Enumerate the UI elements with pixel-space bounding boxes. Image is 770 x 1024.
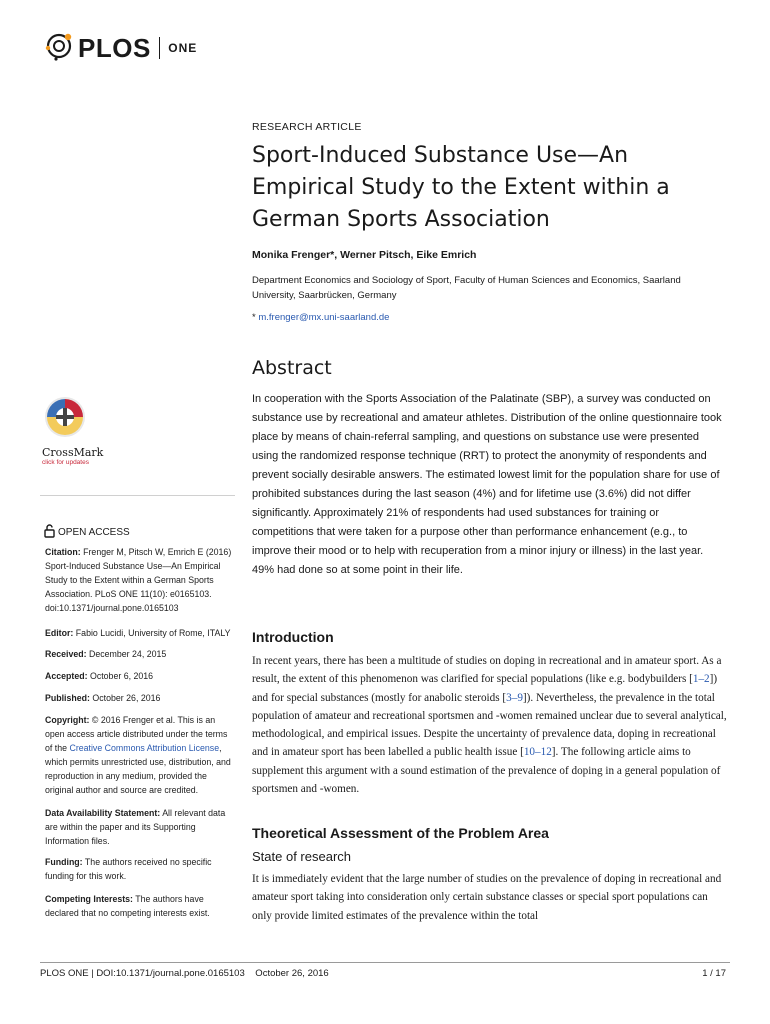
corresponding-email: [252, 312, 389, 323]
received-label: Received:: [45, 649, 87, 659]
published-date: October 26, 2016: [92, 693, 161, 703]
copyright-label: Copyright:: [45, 715, 90, 725]
editor-label: Editor:: [45, 628, 74, 638]
open-lock-icon: [44, 524, 55, 541]
citation-label: Citation:: [45, 547, 81, 557]
citation-text: Frenger M, Pitsch W, Emrich E (2016) Sport-Induced Substance Use—An Empirical Study to the Extent within a German Sports Association. PLoS ONE 11(10): e0165103. doi:10.1371/journal.pone.0165103: [45, 547, 232, 613]
affiliation: Department Economics and Sociology of Sport, Faculty of Human Sciences and Economics, Saarland University, Saarbrücken, Germany: [252, 275, 681, 301]
competing-interests-text: The authors have declared that no competing interests exist.: [45, 894, 210, 918]
plos-wordmark: PLOS: [78, 32, 151, 63]
editor-block: [45, 626, 235, 640]
published-block: [45, 691, 235, 705]
ref-link[interactable]: 1–2: [692, 673, 710, 686]
intro-part-1: In recent years, there has been a multitude of studies on doping in recreational and in amateur sport. As a result, the extent of this phenomenon was clarified for special populations (like e.g. bodybuilders [: [252, 655, 722, 686]
open-access-label: OPEN ACCESS: [58, 527, 130, 538]
crossmark-label: CrossMark: [42, 446, 104, 459]
ref-link[interactable]: 3–9: [506, 691, 523, 704]
accepted-date: October 6, 2016: [89, 671, 154, 681]
sidebar-divider: [40, 495, 235, 496]
plos-logo-icon: [44, 31, 74, 66]
page-number: 1 / 17: [702, 968, 726, 979]
citation-block: [45, 545, 235, 615]
funding-block: [45, 855, 235, 883]
theory-heading: Theoretical Assessment of the Problem Area: [252, 825, 549, 841]
ref-link[interactable]: 10–12: [523, 746, 552, 759]
intro-part-2: ]) and for special substances (mostly for anabolic steroids [: [252, 673, 718, 704]
logo-separator: [159, 37, 161, 59]
received-block: [45, 647, 235, 661]
introduction-heading: Introduction: [252, 629, 334, 645]
article-type-label: RESEARCH ARTICLE: [252, 121, 362, 133]
email-link[interactable]: m.frenger@mx.uni-saarland.de: [258, 312, 390, 323]
funding-label: Funding:: [45, 857, 83, 867]
data-availability-block: [45, 806, 235, 848]
crossmark-icon: [42, 426, 88, 443]
journal-name: ONE: [168, 41, 198, 55]
crossmark-badge[interactable]: [42, 395, 104, 466]
cc-license-link[interactable]: Creative Commons Attribution License: [69, 743, 220, 753]
abstract-text: In cooperation with the Sports Association of the Palatinate (SBP), a survey was conducted on substance use by recreational and amateur athletes. Distribution of the online questionnaire took place by means of chain-referral sampling, and questions on substance use were presented using the randomized response technique (RRT) to protect the anonymity of respondents and prevent socially desirable answers. The estimated lowest limit for the population share for use of prohibited substances during the last season (4%) and for lifetime use (3.6%) did not differ significantly. Approximately 21% of respondents had used substances for training or competitions that were taken for a purpose other than performance enhancement (e.g., to improve their mood or to help with recuperation from a minor injury or illness) in the last year. 49% had done so at some point in their life.: [252, 393, 722, 576]
data-availability-text: All relevant data are within the paper and its Supporting Information files.: [45, 808, 226, 846]
copyright-text-b: , which permits unrestricted use, distribution, and reproduction in any medium, provided the original author and source are credited.: [45, 743, 231, 795]
published-label: Published:: [45, 693, 90, 703]
received-date: December 24, 2015: [89, 649, 167, 659]
introduction-text: [252, 652, 727, 798]
crossmark-sublabel: click for updates: [42, 459, 89, 466]
copyright-text-a: © 2016 Frenger et al. This is an open access article distributed under the terms of the: [45, 715, 228, 753]
email-prefix: *: [252, 312, 259, 323]
footer-rule: [40, 962, 730, 963]
open-access-badge: [44, 524, 130, 541]
data-availability-label: Data Availability Statement:: [45, 808, 161, 818]
intro-part-4: ]. The following article aims to supplement this argument with a sound estimation of the prevalence of doping in a general population of sportsmen and -women.: [252, 746, 721, 796]
accepted-label: Accepted:: [45, 671, 88, 681]
state-of-research-text: It is immediately evident that the large number of studies on the prevalence of doping in recreational and amateur sport taking into consideration only certain substance classes or special sport populations can only provide limited estimates of the prevalence within the total: [252, 873, 722, 922]
intro-part-3: ]). Nevertheless, the prevalence in the total population of amateur and recreational sportsmen and -women remained unclear due to several analytical, methodological, and empirical issues. Despite the uncertainty of prevalence data, doping in recreational and in amateur sport has been labelled a public health issue [: [252, 691, 727, 759]
footer-citation: PLOS ONE | DOI:10.1371/journal.pone.0165103 October 26, 2016: [40, 968, 329, 979]
accepted-block: [45, 669, 235, 683]
author-list: Monika Frenger*, Werner Pitsch, Eike Emrich: [252, 249, 477, 261]
funding-text: The authors received no specific funding for this work.: [45, 857, 212, 881]
article-title: Sport-Induced Substance Use—An Empirical Study to the Extent within a German Sports Association: [252, 143, 670, 232]
competing-interests-block: [45, 892, 235, 920]
copyright-block: [45, 713, 235, 797]
abstract-heading: Abstract: [252, 357, 332, 379]
competing-interests-label: Competing Interests:: [45, 894, 133, 904]
editor-text: Fabio Lucidi, University of Rome, ITALY: [75, 628, 231, 638]
state-of-research-heading: State of research: [252, 849, 351, 864]
plos-one-logo[interactable]: [44, 30, 197, 66]
